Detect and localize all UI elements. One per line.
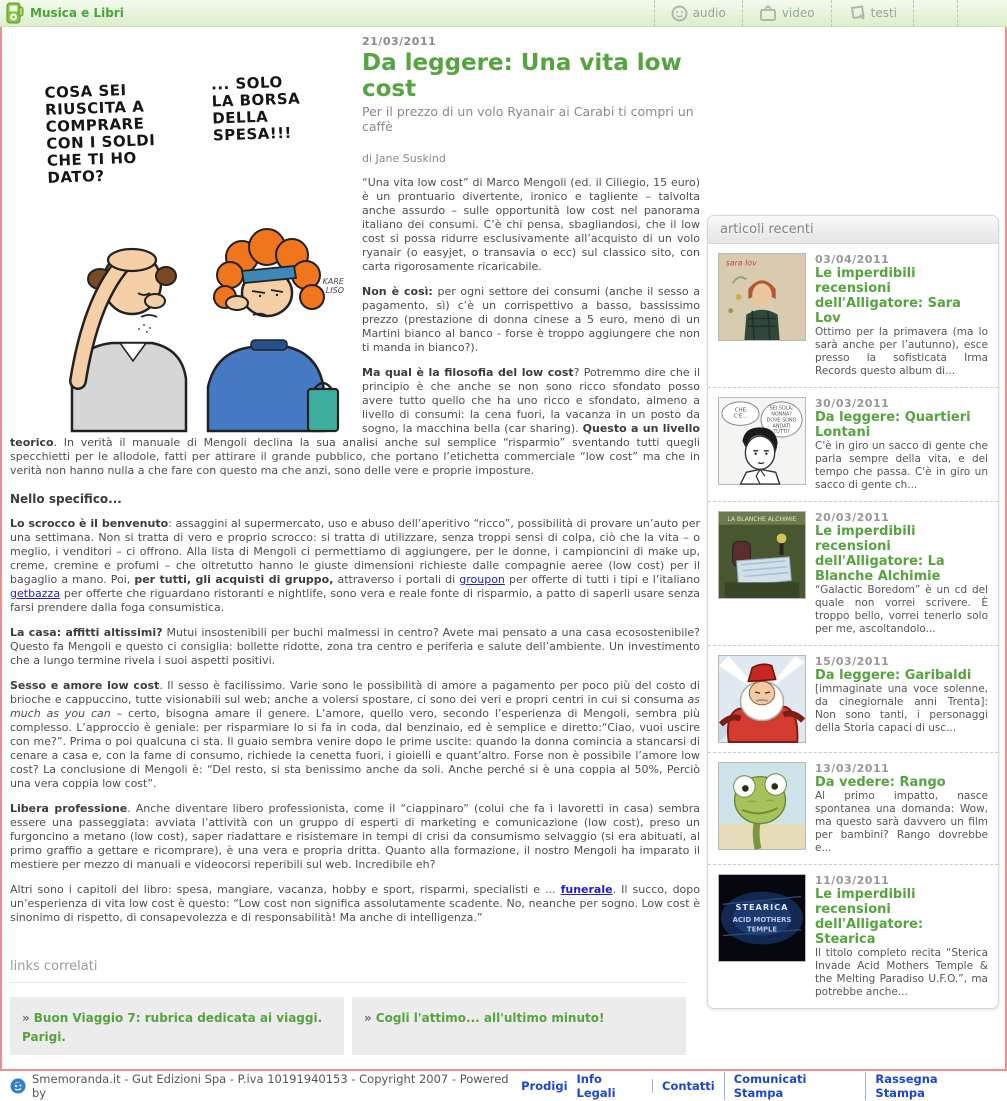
nav-audio[interactable] <box>654 0 742 27</box>
article-excerpt: Al primo impatto, nasce spontanea una domanda: Wow, ma questo sarà davvero un film per bambini? Rango dovrebbe e... <box>815 790 988 854</box>
paragraph-casa: La casa: affitti altissimi? Mutui insostenibili per buchi malmessi in centro? Avete mai pensato a una casa ecosostenibile? Questo fa Mengoli e questo ci consiglia: bollette ridotte, zona tra centro e periferia e salute dell’ambiente. Un investimento che a lungo termine rivela i suoi aspetti positivi. <box>10 626 700 667</box>
article-cartoon-image <box>20 39 350 431</box>
cartoon-speech-right: ... SOLO LA BORSA DELLA SPESA!!! <box>210 73 301 145</box>
paragraph-libera-professione: Libera professione. Anche diventare libero professionista, come il “ciappinaro” (colui che fa i lavoretti in casa) sembra essere una passeggiata: avviata l’attività con un gruppo di esperti di marketing e comunicazione (low cost), preso un furgoncino a metano (low cost), saper riadattare e risistemare in tempi di crisi da consumismo selvaggio (si era abituati, al primo graffio a gettare e ricomprare), è una vera e propria dritta. Quanto alla formazione, il nostro Mengoli ha imparato il mestiere per mezzo di manuali e videocorsi reperibili sul web. Incredibile eh? <box>10 802 700 871</box>
tv-icon <box>759 5 777 22</box>
paragraph-capitoli: Altri sono i capitoli del libro: spesa, mangiare, vacanza, hobby e sport, risparmi, specialisti e ... funerale. Il succo, dopo un’esperienza di vita low cost è questo: “Low cost non significa assolutamente scadente. No, neanche per sogno. Low cost è sinonimo di rispetto, di consapevolezza e di responsabilità! Ma anche di intelligenza.” <box>10 883 700 924</box>
svg-text:ACID MOTHERS: ACID MOTHERS <box>732 915 792 924</box>
list-item <box>708 865 998 1008</box>
article-title-link[interactable]: Da leggere: Garibaldi <box>815 668 972 683</box>
cartoon-characters-drawing <box>20 219 350 431</box>
article-title-link[interactable]: Da vedere: Rango <box>815 775 946 790</box>
paragraph-1: “Una vita low cost” di Marco Mengoli (ed. il Ciliegio, 15 euro) è un prontuario divertente, ironico e tagliente – talvolta anche assurdo – sulle opportunità low cost nel panorama italiano dei consumi. C’è chi pensa, sbagliandosi, che il low cost si possa ridurre esclusivamente all’acquisto di un volo ryanair (o easyjet, o transavia o ecc) sul classico sito, con carta rigorosamente ricaricabile. <box>362 176 700 273</box>
article-date: 11/03/2011 <box>815 874 890 887</box>
article-date: 15/03/2011 <box>815 655 890 668</box>
related-links-section <box>10 959 686 1055</box>
article-date: 20/03/2011 <box>815 511 890 524</box>
svg-text:STEARICA: STEARICA <box>735 902 789 913</box>
article-date: 03/04/2011 <box>815 253 890 266</box>
article <box>10 35 700 1055</box>
sidebar-header: articoli recenti <box>708 216 998 244</box>
footer-link-contatti[interactable]: Contatti <box>652 1079 724 1093</box>
list-item <box>708 646 998 753</box>
arrow-icon: » <box>22 1011 30 1025</box>
footer-link-rassegna-stampa[interactable]: Rassegna Stampa <box>865 1072 997 1100</box>
smemoranda-globe-icon <box>10 1078 26 1094</box>
related-links-label: links correlati <box>10 959 686 983</box>
article-title-link[interactable]: Da leggere: Quartieri Lontani <box>815 410 971 440</box>
article-date: 21/03/2011 <box>362 35 437 48</box>
svg-text:sara lov: sara lov <box>725 258 757 268</box>
related-link-box-2[interactable] <box>352 997 686 1055</box>
article-excerpt: “Galactic Boredom” è un cd del quale non vorrei scrivere. È troppo bello, vorrei tenerlo solo per me, ascoltandolo... <box>815 584 988 635</box>
nav-testi-label: testi <box>870 6 897 20</box>
top-nav <box>654 0 1001 27</box>
content-area <box>0 27 1007 1071</box>
nav-audio-label: audio <box>692 6 726 20</box>
svg-text:NONNA?: NONNA? <box>771 411 792 418</box>
list-item <box>708 753 998 865</box>
recent-articles-sidebar <box>707 215 999 1009</box>
nav-testi[interactable] <box>831 0 913 27</box>
paragraph-2: Non è così: per ogni settore dei consumi (anche il sesso a pagamento, sì) c’è un corrispettivo a basso, bassissimo prezzo (prestazione di donna cinese a 5 euro, meno di un Martini bianco al banco - forse è troppo aggiungere che non ti manda in bianco?). <box>362 285 700 354</box>
link-funerale[interactable]: funerale <box>560 883 613 896</box>
note-sheet-icon <box>848 5 866 22</box>
related-link-2[interactable]: Cogli l'attimo... all'ultimo minuto! <box>375 1011 605 1025</box>
nav-video[interactable] <box>742 0 831 27</box>
article-title-link[interactable]: Le imperdibili recensioni dell'Alligatore: Stearica <box>815 887 924 947</box>
brand <box>6 2 124 24</box>
article-title-link[interactable]: Le imperdibili recensioni dell'Alligatore: La Blanche Alchimie <box>815 524 945 584</box>
link-getbazza[interactable]: getbazza <box>10 587 61 600</box>
top-bar <box>0 0 1007 27</box>
thumbnail-garibaldi-cartoon[interactable] <box>718 655 806 743</box>
svg-text:DOVE SONO: DOVE SONO <box>766 417 797 424</box>
svg-text:CHE: CHE <box>734 407 747 414</box>
list-item <box>708 388 998 502</box>
related-links-row <box>10 997 686 1055</box>
section-heading-nello-specifico: Nello specifico... <box>10 492 122 506</box>
nav-separator <box>957 0 1001 27</box>
nav-video-label: video <box>781 6 815 20</box>
page-footer <box>0 1071 1007 1101</box>
thumbnail-la-blanche-alchimie-cover[interactable] <box>718 511 806 599</box>
paragraph-sesso-amore: Sesso e amore low cost. Il sesso è facilissimo. Varie sono le possibilità di amore a pagamento per poco più del costo di brioche e cappuccino, tutte visionabili sul web; anche a volersi spostare, ci sono dei veri e propri centri in cui si consuma as much as you can – certo, bisogna amare il genere. L’amore, quello vero, secondo l’esperienza di Mengoli, sembra più complesso. L’approccio è geniale: per risparmiare lo si fa in coda, dal benzinaio, ed è semplice e diretto:“Ciao, vuoi uscire con me?”. Prima o poi qualcuna ci sta. Il guaio sembra venire dopo le prime uscite: quando la donna comincia a stancarsi di cenare a casa e, con la fame di consumo, richiede la cenetta fuori, i gioielli e quant’altro. Forse non è possibile l’amore low cost? La conclusione di Mengoli è: “Del resto, si sta benissimo anche da soli. Anche perché si è una coppia al 50%, Perciò una vera coppia low cost”. <box>10 679 701 790</box>
svg-text:ANDATI: ANDATI <box>772 423 791 430</box>
svg-text:LA BLANCHE ALCHIMIE: LA BLANCHE ALCHIMIE <box>727 515 797 523</box>
thumbnail-quartieri-lontani-manga[interactable] <box>718 397 806 485</box>
article-title-link[interactable]: Le imperdibili recensioni dell'Alligatore: Sara Lov <box>815 266 961 326</box>
arrow-icon: » <box>364 1011 372 1025</box>
powered-by-link[interactable]: Prodigi <box>521 1079 568 1093</box>
footer-links <box>568 1072 997 1100</box>
svg-text:TUTTI?: TUTTI? <box>773 429 790 436</box>
article-date: 30/03/2011 <box>815 397 890 410</box>
list-item <box>708 244 998 388</box>
article-excerpt: C'è in giro un sacco di gente che parla sempre della vita, e del tempo che passa. C'è in giro un sacco di gente ch... <box>815 440 988 491</box>
article-byline: di Jane Suskind <box>362 152 446 165</box>
article-excerpt: Il titolo completo recita “Sterica Invade Acid Mothers Temple & the Melting Paradiso U.F.O.”, ma potrebbe anche... <box>815 947 988 998</box>
footer-link-comunicati-stampa[interactable]: Comunicati Stampa <box>724 1072 866 1100</box>
list-item <box>708 502 998 646</box>
thumbnail-sara-lov-cover[interactable] <box>718 253 806 341</box>
paragraph-scrocco: Lo scrocco è il benvenuto: assaggini al supermercato, uso e abuso dell’aperitivo “ricco”, possibilità di provare un’auto per una settimana. Non si tratta di vero e proprio scrocco: si tratta di utilizzare, senza troppi sensi di colpa, ciò che la vita – o meglio, i venditori – ci offrono. Alla lista di Mengoli ci permettiamo di aggiungere, per le donne, i campioncini di make up, creme, cremine e profumi – che oltretutto hanno le giuste dimensioni richieste dalle compagnie aeree (low cost) per il bagaglio a mano. Poi, per tutti, gli acquisti di gruppo, attraverso i portali di groupon per offerte di tutti i tipi e l’italiano getbazza per offerte che riguardano ristoranti e nightlife, sono vera e reale fonte di risparmio, a patto di saperli usare senza farsi prendere dalla foga consumistica. <box>10 517 700 614</box>
cartoon-signature: KARE LISO <box>322 277 344 295</box>
link-groupon[interactable]: groupon <box>459 573 505 586</box>
thumbnail-stearica-cover[interactable] <box>718 874 806 962</box>
article-excerpt: Ottimo per la primavera (ma lo sarà anche per l’autunno), esce presso la sofisticata Irma Records questo album di... <box>815 326 988 377</box>
audio-smiley-icon <box>671 5 688 22</box>
article-subtitle: Per il prezzo di un volo Ryanair ai Carabi ti compri un caffè <box>362 104 694 134</box>
svg-text:C'È...: C'È... <box>733 413 748 420</box>
paragraph-3: Ma qual è la filosofia del low cost? Potremmo dire che il principio è che anche se non sono ricco sfondato posso avere tutto quello che ha uno ricco e sfondato, almeno a livello di consumi: la cena fuori, la vacanza in un posto da sogno, la macchina bella (car sharing). Questo a un livello teorico. In verità il manuale di Mengoli declina la sua analisi anche sul semplice “risparmio” sventando tutti quegli specchietti per le allodole, fatti per attirare il grande pubblico, che portano l’etichetta commerciale “low cost” ma che in verità non hanno nulla a che fare con questo ma che anzi, sono delle vere e proprie imposture. <box>10 366 700 477</box>
nav-separator <box>913 0 957 27</box>
footer-link-info-legali[interactable]: Info Legali <box>576 1072 616 1100</box>
svg-text:SEI SOLA,: SEI SOLA, <box>769 405 794 412</box>
related-link-1[interactable]: Buon Viaggio 7: rubrica dedicata ai viaggi. Parigi. <box>22 1011 323 1044</box>
article-title: Da leggere: Una vita low cost <box>362 50 682 102</box>
cartoon-speech-left: COSA SEI RIUSCITA A COMPRARE CON I SOLDI CHE TI HO DATO? <box>44 81 156 187</box>
footer-copyright: Smemoranda.it - Gut Edizioni Spa - P.iva 10191940153 - Copyright 2007 - Powered by Prodigi <box>10 1072 568 1100</box>
related-link-box-1[interactable] <box>10 997 344 1055</box>
article-date: 13/03/2011 <box>815 762 890 775</box>
svg-text:TEMPLE: TEMPLE <box>746 925 778 934</box>
section-title[interactable]: Musica e Libri <box>30 6 124 20</box>
thumbnail-rango-chameleon[interactable] <box>718 762 806 850</box>
article-excerpt: [immaginate una voce solenne, da cinegiornale anni Trenta]: Non sono tanti, i personaggi della Storia capaci di usc... <box>815 683 988 734</box>
mp3-player-logo-icon[interactable] <box>6 2 24 24</box>
